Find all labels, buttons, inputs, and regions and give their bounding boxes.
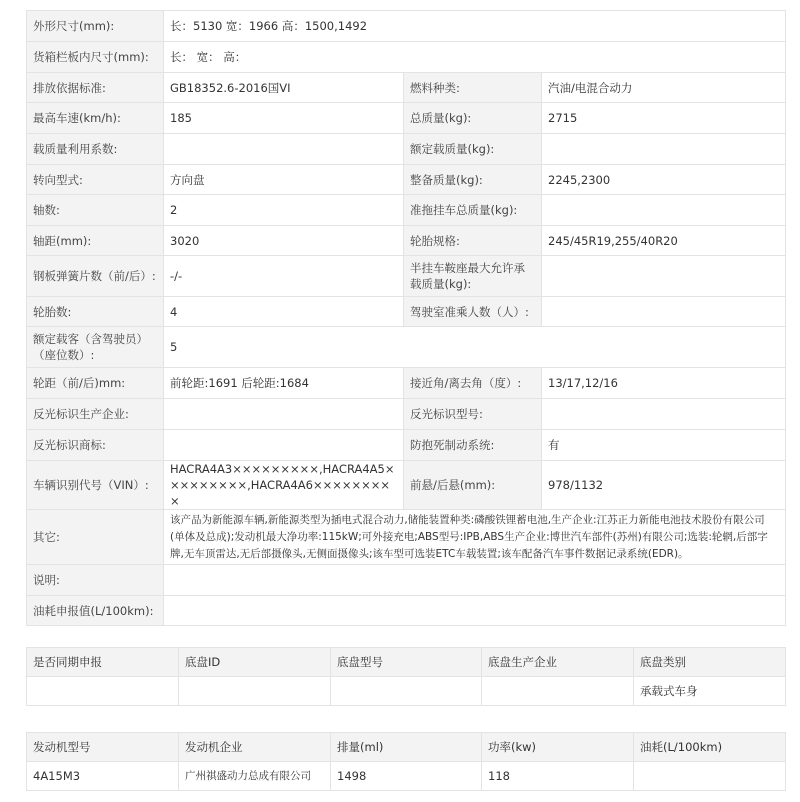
tire-count-value: 4 [164, 297, 404, 327]
reflector-maker-label: 反光标识生产企业: [27, 399, 164, 430]
track-label: 轮距（前/后)mm: [27, 368, 164, 399]
spring-label: 钢板弹簧片数（前/后）: [27, 256, 164, 297]
tire-spec-label: 轮胎规格: [404, 226, 542, 256]
curb-weight-value: 2245,2300 [542, 165, 786, 195]
total-mass-value: 2715 [542, 103, 786, 134]
engine-cell: 1498 [331, 762, 482, 791]
approach-angle-value: 13/17,12/16 [542, 368, 786, 399]
chassis-table [26, 647, 786, 706]
spec-row-cargo [27, 42, 786, 73]
seats-label: 额定载客（含驾驶员）（座位数）: [27, 327, 164, 368]
spec-row-emission [27, 73, 786, 103]
curb-weight-label: 整备质量(kg): [404, 165, 542, 195]
reflector-brand-value [164, 430, 404, 461]
spec-row-seats [27, 327, 786, 368]
chassis-cell [482, 677, 634, 706]
reflector-maker-value [164, 399, 404, 430]
note-label: 说明: [27, 565, 164, 596]
load-ratio-label: 载质量利用系数: [27, 134, 164, 165]
load-ratio-value [164, 134, 404, 165]
fuel-value: 汽油/电混合动力 [542, 73, 786, 103]
other-label: 其它: [27, 510, 164, 565]
abs-value: 有 [542, 430, 786, 461]
spec-row-speed [27, 103, 786, 134]
table-row [27, 762, 786, 791]
spec-row-load-ratio [27, 134, 786, 165]
seats-value: 5 [164, 327, 786, 368]
axles-value: 2 [164, 195, 404, 226]
overhang-label: 前悬/后悬(mm): [404, 461, 542, 510]
chassis-cell: 承载式车身 [634, 677, 786, 706]
spec-row-track [27, 368, 786, 399]
engine-header-cell: 排量(ml) [331, 733, 482, 762]
spec-row-other [27, 510, 786, 565]
speed-label: 最高车速(km/h): [27, 103, 164, 134]
reflector-brand-label: 反光标识商标: [27, 430, 164, 461]
chassis-header-cell: 底盘ID [179, 648, 331, 677]
spec-row-consumption [27, 596, 786, 626]
engine-cell: 118 [482, 762, 634, 791]
spec-row-tires [27, 297, 786, 327]
steering-label: 转向型式: [27, 165, 164, 195]
engine-table [26, 732, 786, 791]
dimensions-label: 外形尺寸(mm): [27, 11, 164, 42]
speed-value: 185 [164, 103, 404, 134]
rated-load-label: 额定载质量(kg): [404, 134, 542, 165]
axles-label: 轴数: [27, 195, 164, 226]
other-value: 该产品为新能源车辆,新能源类型为插电式混合动力,储能装置种类:磷酸铁锂蓄电池,生产企业:江苏正力新能电池技术股份有限公司(单体及总成);发动机最大净功率:115kW;可外接充电;ABS型号:IPB,ABS生产企业:博世汽车部件(苏州)有限公司;选装:轮辋,后部字牌,无车顶雷达,无后部摄像头,无侧面摄像头;该车型可选装ETC车载装置;该车配备汽车事件数据记录系统(EDR)。 [164, 510, 786, 565]
reflector-model-value [542, 399, 786, 430]
overhang-value: 978/1132 [542, 461, 786, 510]
trailer-mass-label: 准拖挂车总质量(kg): [404, 195, 542, 226]
engine-header-cell: 油耗(L/100km) [634, 733, 786, 762]
chassis-header-row [27, 648, 786, 677]
wheelbase-label: 轴距(mm): [27, 226, 164, 256]
cargo-label: 货箱栏板内尺寸(mm): [27, 42, 164, 73]
spec-row-dimensions [27, 11, 786, 42]
chassis-cell [331, 677, 482, 706]
consumption-value [164, 596, 786, 626]
chassis-header-cell: 是否同期申报 [27, 648, 179, 677]
engine-header-row [27, 733, 786, 762]
cab-capacity-label: 驾驶室准乘人数（人）: [404, 297, 542, 327]
spec-row-spring [27, 256, 786, 297]
total-mass-label: 总质量(kg): [404, 103, 542, 134]
cab-capacity-value [542, 297, 786, 327]
dimensions-value: 长：5130 宽：1966 高：1500,1492 [164, 11, 786, 42]
engine-cell: 广州祺盛动力总成有限公司 [179, 762, 331, 791]
consumption-label: 油耗申报值(L/100km): [27, 596, 164, 626]
spec-row-reflector-maker [27, 399, 786, 430]
spec-row-note [27, 565, 786, 596]
fuel-label: 燃料种类: [404, 73, 542, 103]
engine-header-cell: 功率(kw) [482, 733, 634, 762]
saddle-load-label: 半挂车鞍座最大允许承载质量(kg): [404, 256, 542, 297]
wheelbase-value: 3020 [164, 226, 404, 256]
chassis-header-cell: 底盘型号 [331, 648, 482, 677]
spec-row-steering [27, 165, 786, 195]
abs-label: 防抱死制动系统: [404, 430, 542, 461]
rated-load-value [542, 134, 786, 165]
chassis-header-cell: 底盘类别 [634, 648, 786, 677]
spec-row-reflector-brand [27, 430, 786, 461]
note-value [164, 565, 786, 596]
trailer-mass-value [542, 195, 786, 226]
vin-value: HACRA4A3×××××××××,HACRA4A5×××××××××,HACRA4A6××××××××× [164, 461, 404, 510]
track-value: 前轮距:1691 后轮距:1684 [164, 368, 404, 399]
engine-header-cell: 发动机型号 [27, 733, 179, 762]
table-row [27, 677, 786, 706]
spec-row-vin [27, 461, 786, 510]
approach-angle-label: 接近角/离去角（度）: [404, 368, 542, 399]
vehicle-spec-table [26, 10, 786, 626]
spec-row-wheelbase [27, 226, 786, 256]
reflector-model-label: 反光标识型号: [404, 399, 542, 430]
chassis-header-cell: 底盘生产企业 [482, 648, 634, 677]
saddle-load-value [542, 256, 786, 297]
engine-cell [634, 762, 786, 791]
emission-label: 排放依据标准: [27, 73, 164, 103]
spec-row-axles [27, 195, 786, 226]
vin-label: 车辆识别代号（VIN）: [27, 461, 164, 510]
chassis-cell [27, 677, 179, 706]
cargo-value: 长： 宽： 高： [164, 42, 786, 73]
engine-header-cell: 发动机企业 [179, 733, 331, 762]
chassis-cell [179, 677, 331, 706]
steering-value: 方向盘 [164, 165, 404, 195]
tire-count-label: 轮胎数: [27, 297, 164, 327]
emission-value: GB18352.6-2016国VI [164, 73, 404, 103]
spring-value: -/- [164, 256, 404, 297]
engine-cell: 4A15M3 [27, 762, 179, 791]
tire-spec-value: 245/45R19,255/40R20 [542, 226, 786, 256]
